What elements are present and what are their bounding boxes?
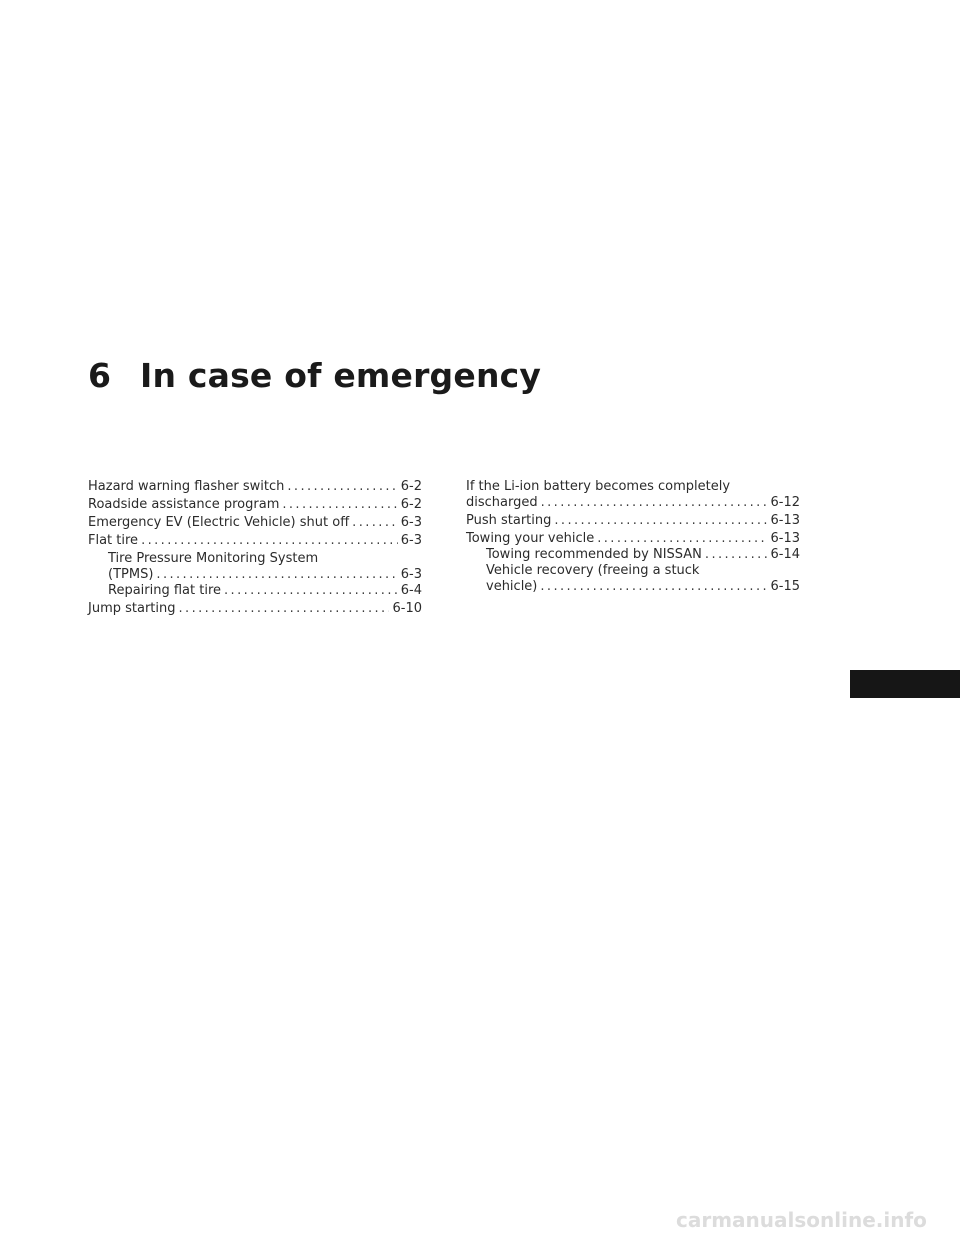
toc-right-column [466, 479, 800, 595]
toc-entry-push-starting[interactable] [466, 513, 800, 529]
toc-entry-label: If the Li-ion battery becomes completely [466, 479, 731, 494]
toc-dot-leader [141, 533, 398, 549]
toc-entry-towing-your-vehicle[interactable] [466, 531, 800, 547]
toc-page-number: 6-10 [392, 601, 422, 616]
toc-entry-label: Vehicle recovery (freeing a stuck [486, 563, 700, 578]
toc-entry-label: Repairing flat tire [108, 583, 222, 598]
toc-dot-leader [179, 601, 390, 617]
toc-subentry-tpms[interactable] [88, 551, 422, 567]
toc-dot-leader [597, 531, 767, 547]
toc-entry-li-ion-battery-continued[interactable] [466, 495, 800, 511]
toc-subentry-vehicle-recovery-continued[interactable] [466, 579, 800, 595]
chapter-title: In case of emergency [140, 356, 542, 395]
toc-dot-leader [705, 547, 768, 563]
toc-entry-li-ion-battery[interactable] [466, 479, 800, 495]
toc-subentry-towing-recommended[interactable] [466, 547, 800, 563]
toc-entry-label: Towing recommended by NISSAN [486, 547, 702, 562]
toc-dot-leader [541, 495, 768, 511]
toc-entry-flat-tire[interactable] [88, 533, 422, 549]
toc-entry-roadside-assistance[interactable] [88, 497, 422, 513]
toc-page-number: 6-13 [770, 531, 800, 546]
toc-page-number: 6-3 [400, 533, 422, 548]
toc-entry-label: Roadside assistance program [88, 497, 280, 512]
toc-entry-label: Flat tire [88, 533, 139, 548]
toc-entry-label: discharged [466, 495, 538, 510]
toc-entry-hazard-warning[interactable] [88, 479, 422, 495]
toc-page-number: 6-12 [770, 495, 800, 510]
toc-entry-label: Towing your vehicle [466, 531, 595, 546]
toc-entry-label: Push starting [466, 513, 552, 528]
toc-page-number: 6-2 [400, 479, 422, 494]
chapter-thumb-tab [850, 670, 960, 698]
toc-left-column [88, 479, 422, 617]
toc-entry-label: (TPMS) [108, 567, 154, 582]
chapter-number: 6 [88, 356, 112, 395]
chapter-heading [88, 356, 541, 395]
toc-page-number: 6-15 [770, 579, 800, 594]
toc-dot-leader [352, 515, 398, 531]
toc-page-number: 6-2 [400, 497, 422, 512]
toc-dot-leader [224, 583, 398, 599]
toc-dot-leader [156, 567, 397, 583]
toc-entry-label: Tire Pressure Monitoring System [108, 551, 319, 566]
toc-entry-label: vehicle) [486, 579, 538, 594]
toc-subentry-vehicle-recovery[interactable] [466, 563, 800, 579]
toc-dot-leader [282, 497, 397, 513]
toc-dot-leader [287, 479, 397, 495]
toc-subentry-tpms-continued[interactable] [88, 567, 422, 583]
watermark: carmanualsonline.info [676, 1208, 927, 1232]
toc-dot-leader [554, 513, 767, 529]
toc-page-number: 6-3 [400, 567, 422, 582]
toc-page-number: 6-14 [770, 547, 800, 562]
toc-page-number: 6-3 [400, 515, 422, 530]
toc-entry-label: Jump starting [88, 601, 176, 616]
toc-entry-jump-starting[interactable] [88, 601, 422, 617]
toc-dot-leader [540, 579, 767, 595]
toc-subentry-repairing-flat-tire[interactable] [88, 583, 422, 599]
toc-page-number: 6-4 [400, 583, 422, 598]
toc-entry-label: Emergency EV (Electric Vehicle) shut off [88, 515, 350, 530]
toc-entry-label: Hazard warning flasher switch [88, 479, 285, 494]
toc-entry-emergency-ev-shut-off[interactable] [88, 515, 422, 531]
toc-page-number: 6-13 [770, 513, 800, 528]
